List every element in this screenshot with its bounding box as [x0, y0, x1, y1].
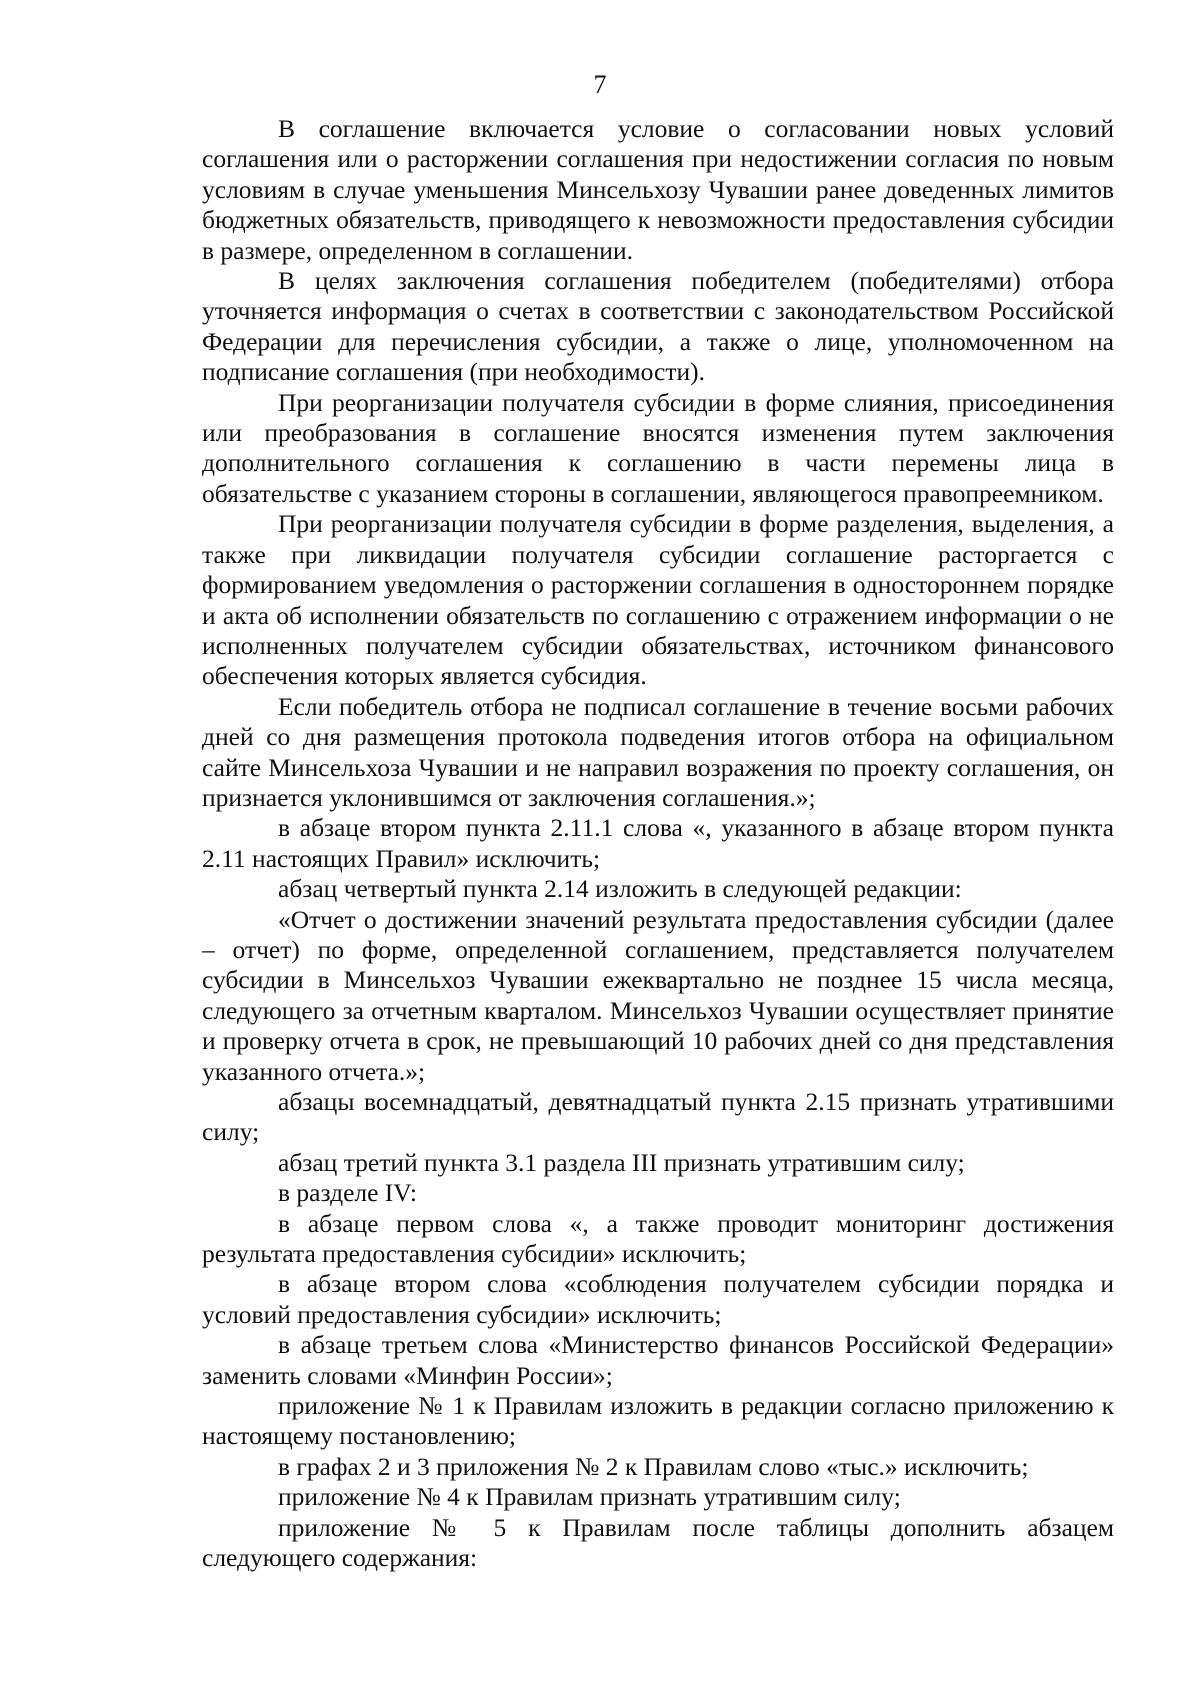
paragraph: в абзаце третьем слова «Министерство финансов Российской Федерации» заменить словами «Минфин России»;: [202, 1330, 1114, 1390]
paragraph: абзацы восемнадцатый, девятнадцатый пункта 2.15 признать утратившими силу;: [202, 1087, 1114, 1147]
paragraph: «Отчет о достижении значений результата предоставления субсидии (далее – отчет) по форме, определенной соглашением, представляется получателем субсидии в Минсельхоз Чувашии ежеквартально не позднее 15 числа месяца, следующего за отчетным кварталом. Минсельхоз Чувашии осуществляет принятие и проверку отчета в срок, не превышающий 10 рабочих дней со дня представления указанного отчета.»;: [202, 904, 1114, 1086]
paragraph: приложение № 4 к Правилам признать утратившим силу;: [278, 1482, 901, 1512]
paragraph: приложение № 1 к Правилам изложить в редакции согласно приложению к настоящему постановлению;: [202, 1391, 1114, 1451]
paragraph: в абзаце втором пункта 2.11.1 слова «, указанного в абзаце втором пункта 2.11 настоящих Правил» исключить;: [202, 813, 1114, 873]
paragraph: в абзаце первом слова «, а также проводит мониторинг достижения результата предоставления субсидии» исключить;: [202, 1208, 1114, 1269]
paragraph: При реорганизации получателя субсидии в форме разделения, выделения, а также при ликвидации получателя субсидии соглашение расторгается с формированием уведомления о расторжении соглашения в одностороннем порядке и акта об исполнении обязательств по соглашению с отражением информации о не исполненных получателем субсидии обязательствах, источником финансового обеспечения которых является субсидия.: [202, 509, 1114, 691]
paragraph: При реорганизации получателя субсидии в форме слияния, присоединения или преобразования в соглашение вносятся изменения путем заключения дополнительного соглашения к соглашению в части перемены лица в обязательстве с указанием стороны в соглашении, являющегося правопреемником.: [202, 387, 1114, 508]
paragraph: В соглашение включается условие о согласовании новых условий соглашения или о расторжении соглашения при недостижении согласия по новым условиям в случае уменьшения Минсельхозу Чувашии ранее доведенных лимитов бюджетных обязательств, приводящего к невозможности предоставления субсидии в размере, определенном в соглашении.: [202, 114, 1114, 265]
paragraph: В целях заключения соглашения победителем (победителями) отбора уточняется информация о счетах в соответствии с законодательством Российской Федерации для перечисления субсидии, а также о лице, уполномоченном на подписание соглашения (при необходимости).: [202, 266, 1114, 387]
paragraph: в абзаце втором слова «соблюдения получателем субсидии порядка и условий предоставления субсидии» исключить;: [202, 1269, 1114, 1329]
page-number: 7: [593, 70, 607, 99]
document-body: [202, 114, 1114, 1574]
paragraph: Если победитель отбора не подписал соглашение в течение восьми рабочих дней со дня размещения протокола подведения итогов отбора на официальном сайте Минсельхоза Чувашии и не направил возражения по проекту соглашения, он признается уклонившимся от заключения соглашения.»;: [202, 691, 1114, 812]
paragraph: в графах 2 и 3 приложения № 2 к Правилам слово «тыс.» исключить;: [278, 1451, 1029, 1481]
paragraph: абзац третий пункта 3.1 раздела III признать утратившим силу;: [278, 1147, 965, 1177]
paragraph: абзац четвертый пункта 2.14 изложить в следующей редакции:: [278, 874, 962, 904]
paragraph: в разделе IV:: [278, 1178, 417, 1208]
paragraph: приложение № 5 к Правилам после таблицы дополнить абзацем следующего содержания:: [202, 1512, 1114, 1573]
